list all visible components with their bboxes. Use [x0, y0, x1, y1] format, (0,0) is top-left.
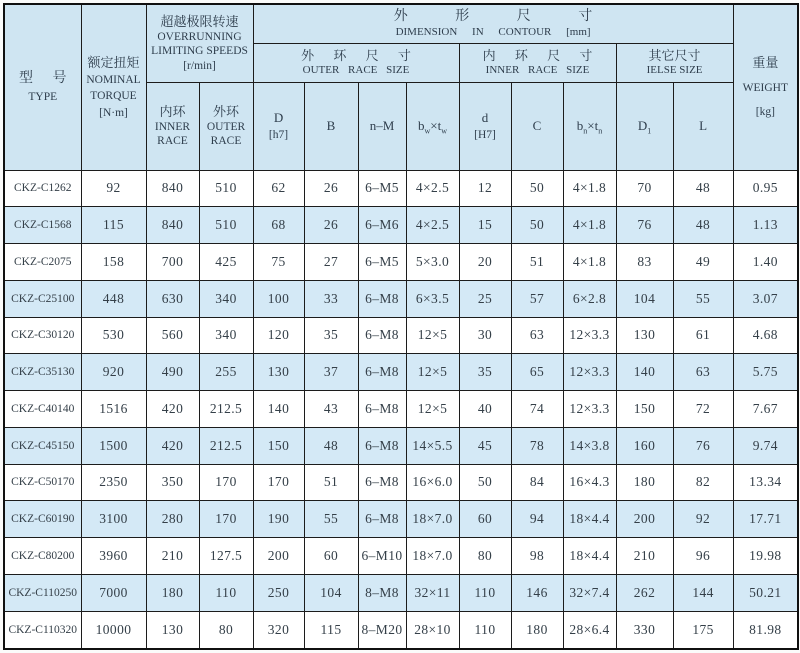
- table-cell: 115: [304, 611, 358, 649]
- table-cell: 4×1.8: [563, 207, 616, 244]
- type-cell: CKZ-C110320: [4, 611, 81, 649]
- table-cell: 48: [673, 207, 733, 244]
- table-cell: 65: [511, 354, 563, 391]
- table-cell: 50.21: [733, 574, 798, 611]
- col-nM-symbol: n–M: [369, 118, 395, 133]
- table-cell: 92: [81, 170, 146, 207]
- table-cell: 510: [199, 207, 253, 244]
- table-cell: 320: [253, 611, 304, 649]
- table-cell: 70: [616, 170, 673, 207]
- table-cell: 920: [81, 354, 146, 391]
- table-cell: 48: [304, 427, 358, 464]
- table-cell: 12×3.3: [563, 354, 616, 391]
- col-d-symbol: d: [481, 109, 489, 125]
- table-cell: 12×5: [406, 391, 459, 428]
- speeds-label-en1: OVERRUNNING: [157, 30, 242, 43]
- table-row: [4, 574, 798, 611]
- table-cell: 190: [253, 501, 304, 538]
- table-cell: 82: [673, 464, 733, 501]
- speeds-label-zh: 超越极限转速: [160, 13, 239, 29]
- weight-label-zh: 重量: [752, 54, 779, 70]
- table-cell: 170: [253, 464, 304, 501]
- table-cell: 158: [81, 244, 146, 281]
- col-header-outer-race-speed: [199, 82, 253, 170]
- col-group-overrunning-speeds: [146, 4, 253, 82]
- table-cell: 15: [459, 207, 511, 244]
- table-cell: 76: [673, 427, 733, 464]
- table-cell: 13.34: [733, 464, 798, 501]
- table-cell: 18×7.0: [406, 538, 459, 575]
- table-cell: 49: [673, 244, 733, 281]
- table-cell: 63: [511, 317, 563, 354]
- table-cell: 83: [616, 244, 673, 281]
- table-cell: 20: [459, 244, 511, 281]
- table-cell: 840: [146, 207, 199, 244]
- table-cell: 6–M5: [358, 170, 406, 207]
- table-cell: 74: [511, 391, 563, 428]
- table-cell: 17.71: [733, 501, 798, 538]
- table-cell: 350: [146, 464, 199, 501]
- table-cell: 0.95: [733, 170, 798, 207]
- table-cell: 5.75: [733, 354, 798, 391]
- col-group-outer-race-size: [253, 43, 459, 82]
- table-cell: 26: [304, 170, 358, 207]
- table-cell: 50: [511, 170, 563, 207]
- col-header-C: [511, 82, 563, 170]
- table-cell: 175: [673, 611, 733, 649]
- dimension-label-zh: 外 形 尺 寸: [393, 9, 615, 25]
- table-cell: 170: [199, 501, 253, 538]
- table-cell: 110: [459, 611, 511, 649]
- col-D1-symbol: $D_1$: [637, 118, 652, 136]
- table-cell: 140: [616, 354, 673, 391]
- type-cell: CKZ-C80200: [4, 538, 81, 575]
- type-label-zh: 型 号: [19, 71, 75, 87]
- outer-race-en2: RACE: [210, 135, 242, 148]
- table-cell: 1.13: [733, 207, 798, 244]
- table-cell: 840: [146, 170, 199, 207]
- table-cell: 6–M8: [358, 464, 406, 501]
- type-cell: CKZ-C1568: [4, 207, 81, 244]
- table-cell: 50: [511, 207, 563, 244]
- table-cell: 127.5: [199, 538, 253, 575]
- table-cell: 560: [146, 317, 199, 354]
- table-cell: 37: [304, 354, 358, 391]
- col-D-tolerance: [h7]: [268, 128, 289, 141]
- table-row: [4, 501, 798, 538]
- col-header-nominal-torque: [81, 4, 146, 170]
- table-cell: 43: [304, 391, 358, 428]
- table-cell: 28×6.4: [563, 611, 616, 649]
- table-cell: 420: [146, 391, 199, 428]
- type-cell: CKZ-C25100: [4, 280, 81, 317]
- type-cell: CKZ-C35130: [4, 354, 81, 391]
- table-cell: 630: [146, 280, 199, 317]
- table-cell: 7000: [81, 574, 146, 611]
- table-cell: 1516: [81, 391, 146, 428]
- table-cell: 180: [511, 611, 563, 649]
- table-cell: 81.98: [733, 611, 798, 649]
- table-cell: 6×3.5: [406, 280, 459, 317]
- table-cell: 16×6.0: [406, 464, 459, 501]
- table-cell: 255: [199, 354, 253, 391]
- outer-race-en1: OUTER: [206, 120, 246, 133]
- spec-table: [3, 3, 799, 650]
- table-cell: 140: [253, 391, 304, 428]
- col-header-L: [673, 82, 733, 170]
- table-row: [4, 207, 798, 244]
- type-cell: CKZ-C50170: [4, 464, 81, 501]
- table-cell: 110: [199, 574, 253, 611]
- table-cell: 4×1.8: [563, 170, 616, 207]
- outer-race-size-en: OUTER RACE SIZE: [302, 63, 410, 76]
- table-cell: 700: [146, 244, 199, 281]
- table-cell: 490: [146, 354, 199, 391]
- table-cell: 212.5: [199, 391, 253, 428]
- table-row: [4, 354, 798, 391]
- col-header-inner-race-speed: [146, 82, 199, 170]
- table-cell: 150: [616, 391, 673, 428]
- table-row: [4, 280, 798, 317]
- table-cell: 210: [146, 538, 199, 575]
- table-cell: 425: [199, 244, 253, 281]
- type-label-en: TYPE: [28, 90, 58, 103]
- table-cell: 35: [304, 317, 358, 354]
- table-cell: 60: [304, 538, 358, 575]
- table-row: [4, 538, 798, 575]
- table-cell: 340: [199, 280, 253, 317]
- col-group-else-size: [616, 43, 733, 82]
- torque-unit: [N·m]: [99, 106, 128, 119]
- table-cell: 340: [199, 317, 253, 354]
- table-cell: 33: [304, 280, 358, 317]
- table-cell: 6–M6: [358, 207, 406, 244]
- table-cell: 180: [616, 464, 673, 501]
- inner-race-size-en: INNER RACE SIZE: [485, 63, 590, 76]
- table-cell: 30: [459, 317, 511, 354]
- table-cell: 250: [253, 574, 304, 611]
- table-cell: 5×3.0: [406, 244, 459, 281]
- table-cell: 51: [304, 464, 358, 501]
- table-row: [4, 244, 798, 281]
- table-cell: 60: [459, 501, 511, 538]
- weight-unit: [kg]: [755, 106, 775, 119]
- table-cell: 48: [673, 170, 733, 207]
- col-C-symbol: C: [532, 118, 542, 133]
- table-cell: 6–M8: [358, 317, 406, 354]
- table-cell: 8–M8: [358, 574, 406, 611]
- dimension-label-en: DIMENSION IN CONTOUR [mm]: [395, 25, 591, 38]
- type-cell: CKZ-C110250: [4, 574, 81, 611]
- table-cell: 4×2.5: [406, 207, 459, 244]
- table-cell: 170: [199, 464, 253, 501]
- table-cell: 80: [459, 538, 511, 575]
- table-cell: 12×3.3: [563, 391, 616, 428]
- table-cell: 1.40: [733, 244, 798, 281]
- inner-race-en2: RACE: [157, 135, 188, 148]
- table-cell: 6–M8: [358, 354, 406, 391]
- col-header-type: [4, 4, 81, 170]
- table-cell: 6–M8: [358, 427, 406, 464]
- table-cell: 63: [673, 354, 733, 391]
- col-d-tolerance: [H7]: [474, 128, 496, 141]
- type-cell: CKZ-C1262: [4, 170, 81, 207]
- col-header-n-M: [358, 82, 406, 170]
- table-cell: 94: [511, 501, 563, 538]
- table-row: [4, 464, 798, 501]
- table-cell: 4.68: [733, 317, 798, 354]
- table-cell: 18×4.4: [563, 538, 616, 575]
- table-cell: 32×11: [406, 574, 459, 611]
- table-cell: 130: [616, 317, 673, 354]
- table-cell: 10000: [81, 611, 146, 649]
- table-cell: 4×2.5: [406, 170, 459, 207]
- type-cell: CKZ-C30120: [4, 317, 81, 354]
- table-row: [4, 611, 798, 649]
- table-cell: 150: [253, 427, 304, 464]
- table-cell: 130: [146, 611, 199, 649]
- table-cell: 3960: [81, 538, 146, 575]
- speeds-label-en2: LIMITING SPEEDS: [151, 45, 248, 58]
- table-cell: 9.74: [733, 427, 798, 464]
- table-cell: 25: [459, 280, 511, 317]
- table-cell: 16×4.3: [563, 464, 616, 501]
- col-bwtw-symbol: $b_w\times t_w$: [418, 118, 448, 136]
- col-group-dimension: [253, 4, 733, 43]
- table-cell: 100: [253, 280, 304, 317]
- col-group-inner-race-size: [459, 43, 616, 82]
- outer-race-size-zh: 外 环 尺 寸: [301, 47, 419, 63]
- inner-race-en1: INNER: [154, 120, 191, 133]
- col-L-symbol: L: [699, 118, 708, 133]
- table-cell: 212.5: [199, 427, 253, 464]
- table-cell: 6–M8: [358, 391, 406, 428]
- table-cell: 130: [253, 354, 304, 391]
- table-cell: 6–M5: [358, 244, 406, 281]
- table-cell: 50: [459, 464, 511, 501]
- table-cell: 26: [304, 207, 358, 244]
- table-cell: 200: [616, 501, 673, 538]
- table-row: [4, 317, 798, 354]
- table-cell: 57: [511, 280, 563, 317]
- table-cell: 61: [673, 317, 733, 354]
- table-cell: 40: [459, 391, 511, 428]
- table-cell: 12×3.3: [563, 317, 616, 354]
- table-cell: 330: [616, 611, 673, 649]
- table-cell: 55: [304, 501, 358, 538]
- table-cell: 6–M8: [358, 280, 406, 317]
- col-bntn-symbol: $b_n\times t_n$: [576, 118, 603, 136]
- table-body: [4, 170, 798, 649]
- table-cell: 2350: [81, 464, 146, 501]
- type-cell: CKZ-C2075: [4, 244, 81, 281]
- table-row: [4, 170, 798, 207]
- table-cell: 3100: [81, 501, 146, 538]
- weight-label-en: WEIGHT: [742, 82, 789, 94]
- table-cell: 144: [673, 574, 733, 611]
- table-cell: 96: [673, 538, 733, 575]
- type-cell: CKZ-C60190: [4, 501, 81, 538]
- col-header-B: [304, 82, 358, 170]
- else-size-zh: 其它尺寸: [648, 47, 701, 63]
- type-cell: CKZ-C45150: [4, 427, 81, 464]
- table-cell: 210: [616, 538, 673, 575]
- col-D-symbol: D: [273, 109, 284, 125]
- outer-race-zh: 外环: [213, 103, 240, 119]
- table-row: [4, 427, 798, 464]
- table-cell: 92: [673, 501, 733, 538]
- table-cell: 14×5.5: [406, 427, 459, 464]
- table-cell: 120: [253, 317, 304, 354]
- col-header-D1: [616, 82, 673, 170]
- col-header-D: [253, 82, 304, 170]
- col-B-symbol: B: [326, 118, 336, 133]
- col-header-bw-tw: [406, 82, 459, 170]
- table-cell: 51: [511, 244, 563, 281]
- table-cell: 80: [199, 611, 253, 649]
- table-cell: 98: [511, 538, 563, 575]
- table-cell: 200: [253, 538, 304, 575]
- table-cell: 76: [616, 207, 673, 244]
- torque-label-en1: NOMINAL: [86, 73, 141, 86]
- table-cell: 14×3.8: [563, 427, 616, 464]
- torque-label-zh: 额定扭矩: [87, 54, 140, 70]
- table-cell: 84: [511, 464, 563, 501]
- table-cell: 6–M8: [358, 501, 406, 538]
- table-cell: 62: [253, 170, 304, 207]
- table-cell: 262: [616, 574, 673, 611]
- table-cell: 1500: [81, 427, 146, 464]
- table-row: [4, 391, 798, 428]
- table-cell: 510: [199, 170, 253, 207]
- table-cell: 55: [673, 280, 733, 317]
- table-cell: 19.98: [733, 538, 798, 575]
- table-cell: 115: [81, 207, 146, 244]
- col-header-d: [459, 82, 511, 170]
- table-cell: 35: [459, 354, 511, 391]
- table-header: [4, 4, 798, 170]
- table-cell: 180: [146, 574, 199, 611]
- table-cell: 6×2.8: [563, 280, 616, 317]
- col-header-weight: [733, 4, 798, 170]
- table-cell: 12: [459, 170, 511, 207]
- table-cell: 7.67: [733, 391, 798, 428]
- table-cell: 160: [616, 427, 673, 464]
- table-cell: 448: [81, 280, 146, 317]
- table-cell: 280: [146, 501, 199, 538]
- table-cell: 32×7.4: [563, 574, 616, 611]
- else-size-en: IELSE SIZE: [646, 63, 703, 76]
- table-cell: 6–M10: [358, 538, 406, 575]
- table-cell: 68: [253, 207, 304, 244]
- table-cell: 8–M20: [358, 611, 406, 649]
- table-cell: 104: [616, 280, 673, 317]
- table-cell: 104: [304, 574, 358, 611]
- speeds-unit: [r/min]: [183, 59, 216, 72]
- table-cell: 28×10: [406, 611, 459, 649]
- type-cell: CKZ-C40140: [4, 391, 81, 428]
- table-cell: 12×5: [406, 317, 459, 354]
- table-cell: 45: [459, 427, 511, 464]
- table-cell: 4×1.8: [563, 244, 616, 281]
- table-cell: 27: [304, 244, 358, 281]
- table-cell: 146: [511, 574, 563, 611]
- inner-race-zh: 内环: [159, 103, 186, 119]
- table-cell: 78: [511, 427, 563, 464]
- table-cell: 72: [673, 391, 733, 428]
- table-cell: 12×5: [406, 354, 459, 391]
- table-cell: 530: [81, 317, 146, 354]
- table-cell: 110: [459, 574, 511, 611]
- table-cell: 3.07: [733, 280, 798, 317]
- table-cell: 18×4.4: [563, 501, 616, 538]
- table-cell: 75: [253, 244, 304, 281]
- torque-label-en2: TORQUE: [90, 90, 137, 103]
- table-cell: 18×7.0: [406, 501, 459, 538]
- col-header-bn-tn: [563, 82, 616, 170]
- inner-race-size-zh: 内 环 尺 寸: [482, 47, 601, 63]
- table-cell: 420: [146, 427, 199, 464]
